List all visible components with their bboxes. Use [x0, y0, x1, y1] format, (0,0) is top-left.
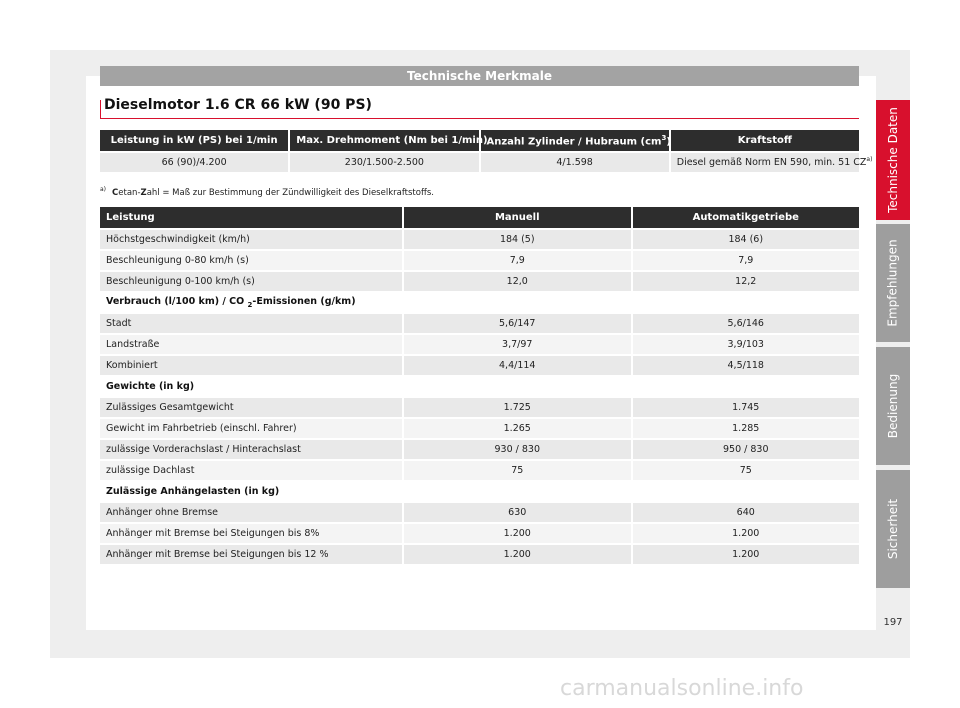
title-underline: [100, 118, 859, 119]
table-row: [100, 545, 859, 564]
footnote-text: ahl = Maß zur Bestimmung der Zündwilligkeit des Dieselkraftstoffs.: [146, 187, 434, 198]
tab-empfehlungen-label: Empfehlungen: [886, 239, 901, 327]
section-row: [100, 482, 859, 501]
tab-sicherheit[interactable]: [876, 470, 910, 588]
cell-label: zulässige Vorderachslast / Hinterachslast: [100, 440, 402, 459]
header-cylinders: [481, 130, 669, 151]
table-row: [100, 272, 859, 291]
cell-label: Stadt: [100, 314, 402, 333]
cell-auto: 7,9: [633, 251, 860, 270]
cell-manual: 1.200: [404, 524, 631, 543]
tab-sicherheit-label: Sicherheit: [886, 498, 901, 560]
cell-fuel: [671, 153, 873, 172]
header-torque: Max. Drehmoment (Nm bei 1/min): [290, 130, 478, 151]
tab-technische-daten[interactable]: [876, 100, 910, 220]
cell-torque: 230/1.500-2.500: [290, 153, 478, 172]
cell-manual: 1.200: [404, 545, 631, 564]
header-cylinders-sup: 3: [661, 133, 667, 142]
cell-auto: 1.200: [633, 524, 860, 543]
table-row: [100, 314, 859, 333]
cell-auto: 3,9/103: [633, 335, 860, 354]
cell-label: Anhänger mit Bremse bei Steigungen bis 12 %: [100, 545, 402, 564]
section-heading-suffix: -Emissionen (g/km): [252, 296, 356, 308]
cell-cylinders: 4/1.598: [481, 153, 669, 172]
cell-label: Gewicht im Fahrbetrieb (einschl. Fahrer): [100, 419, 402, 438]
cell-label: Beschleunigung 0-100 km/h (s): [100, 272, 402, 291]
cell-auto: 184 (6): [633, 230, 860, 249]
cell-label: Anhänger mit Bremse bei Steigungen bis 8%: [100, 524, 402, 543]
cell-auto: 1.200: [633, 545, 860, 564]
cell-label: Zulässiges Gesamtgewicht: [100, 398, 402, 417]
spec-table-body: [100, 230, 859, 564]
cell-manual: 12,0: [404, 272, 631, 291]
cell-manual: 3,7/97: [404, 335, 631, 354]
table-row: [100, 419, 859, 438]
section-heading: Zulässige Anhängelasten (in kg): [100, 482, 859, 501]
cell-manual: 5,6/147: [404, 314, 631, 333]
footnote-mid: etan-: [118, 187, 141, 198]
table-row: [100, 398, 859, 417]
header-cylinders-text: Anzahl Zylinder / Hubraum (cm: [486, 136, 662, 148]
cell-fuel-note: a): [866, 156, 873, 164]
section-heading: [100, 293, 859, 312]
cell-label: Höchstgeschwindigkeit (km/h): [100, 230, 402, 249]
tab-technische-daten-label: Technische Daten: [886, 107, 901, 213]
cell-auto: 75: [633, 461, 860, 480]
section-row: [100, 377, 859, 396]
table-row: [100, 335, 859, 354]
cell-auto: 950 / 830: [633, 440, 860, 459]
header-automatik: Automatikgetriebe: [633, 207, 860, 228]
header-power: Leistung in kW (PS) bei 1/min: [100, 130, 288, 151]
table-row: [100, 461, 859, 480]
cell-auto: 640: [633, 503, 860, 522]
watermark: carmanualsonline.info: [560, 676, 804, 701]
footnote-z: Z: [140, 187, 147, 198]
title-accent-tick: [100, 100, 101, 119]
cell-auto: 4,5/118: [633, 356, 860, 375]
table-row: [100, 251, 859, 270]
page-number: 197: [883, 617, 903, 628]
header-fuel: Kraftstoff: [671, 130, 859, 151]
engine-table: [98, 128, 873, 174]
spec-table: [98, 205, 861, 566]
header-manuell: Manuell: [404, 207, 631, 228]
cell-manual: 930 / 830: [404, 440, 631, 459]
table-row: [100, 440, 859, 459]
cell-power: 66 (90)/4.200: [100, 153, 288, 172]
table-row: [100, 230, 859, 249]
section-heading: Gewichte (in kg): [100, 377, 859, 396]
cell-label: Beschleunigung 0-80 km/h (s): [100, 251, 402, 270]
header-leistung: Leistung: [100, 207, 402, 228]
cell-auto: 1.745: [633, 398, 860, 417]
page-title: Dieselmotor 1.6 CR 66 kW (90 PS): [104, 97, 372, 113]
header-cylinders-close: ): [666, 136, 671, 148]
cell-manual: 7,9: [404, 251, 631, 270]
cell-label: Landstraße: [100, 335, 402, 354]
cell-label: Anhänger ohne Bremse: [100, 503, 402, 522]
cell-manual: 75: [404, 461, 631, 480]
cell-label: Kombiniert: [100, 356, 402, 375]
spec-table-header: [100, 207, 859, 228]
table-row: [100, 356, 859, 375]
cell-manual: 1.265: [404, 419, 631, 438]
engine-table-row: [100, 153, 859, 172]
tab-bedienung[interactable]: [876, 347, 910, 465]
table-row: [100, 524, 859, 543]
tab-empfehlungen[interactable]: [876, 224, 910, 342]
cell-manual: 630: [404, 503, 631, 522]
cell-auto: 12,2: [633, 272, 860, 291]
section-heading-sub: 2: [247, 300, 253, 309]
section-header: Technische Merkmale: [100, 66, 859, 86]
cell-auto: 1.285: [633, 419, 860, 438]
footnote-c: C: [112, 187, 119, 198]
section-heading-text: Verbrauch (l/100 km) / CO: [106, 296, 248, 308]
engine-table-header: [100, 130, 859, 151]
cell-auto: 5,6/146: [633, 314, 860, 333]
cell-manual: 1.725: [404, 398, 631, 417]
footnote: [100, 186, 434, 198]
table-row: [100, 503, 859, 522]
footnote-marker: a): [100, 186, 107, 193]
cell-manual: 4,4/114: [404, 356, 631, 375]
cell-label: zulässige Dachlast: [100, 461, 402, 480]
section-row: [100, 293, 859, 312]
cell-manual: 184 (5): [404, 230, 631, 249]
cell-fuel-text: Diesel gemäß Norm EN 590, min. 51 CZ: [676, 157, 867, 169]
tab-bedienung-label: Bedienung: [886, 373, 901, 439]
